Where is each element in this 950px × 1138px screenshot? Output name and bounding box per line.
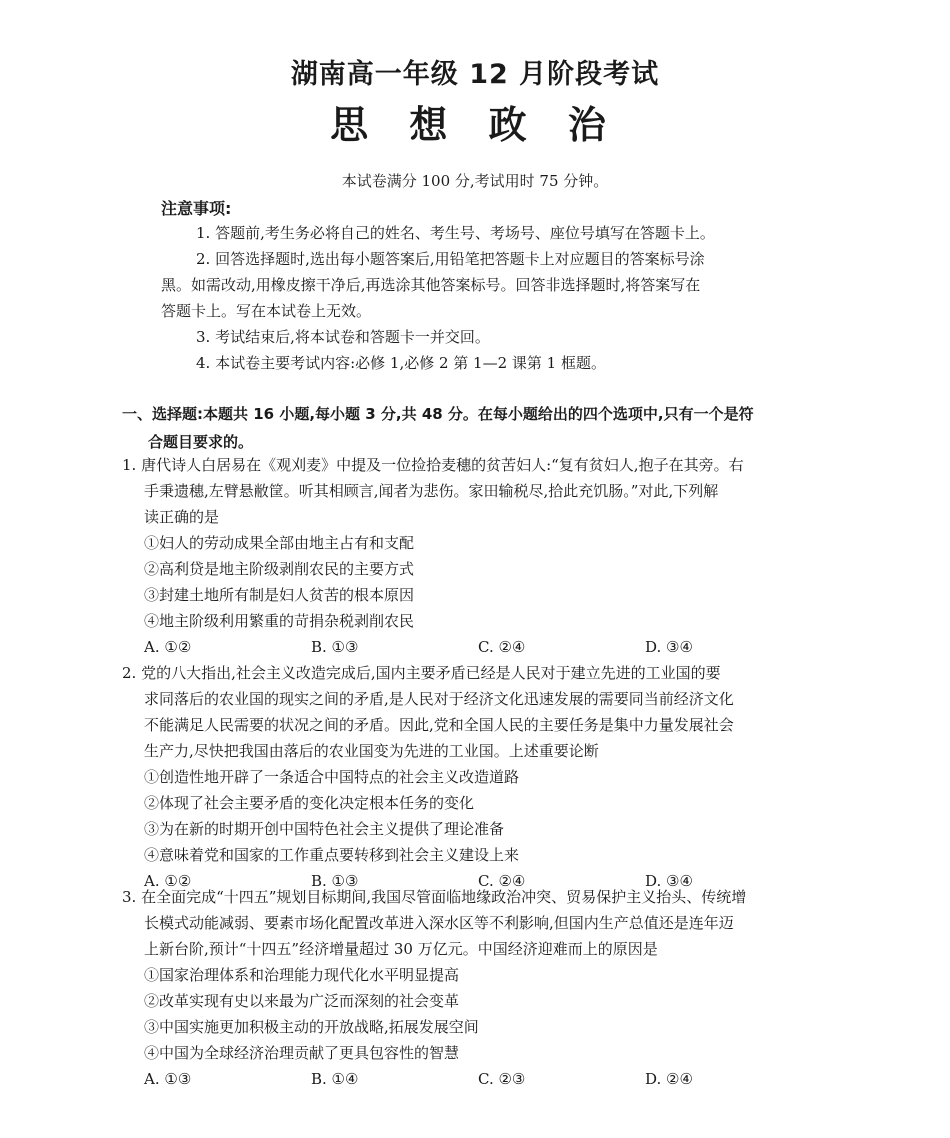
question-stem: 2. 党的八大指出,社会主义改造完成后,国内主要矛盾已经是人民对于建立先进的工业国的要 — [122, 664, 721, 682]
question-stem: 求同落后的农业国的现实之间的矛盾,是人民对于经济文化迅速发展的需要同当前经济文化 — [144, 690, 734, 708]
question-stem: 不能满足人民需要的状况之间的矛盾。因此,党和全国人民的主要任务是集中力量发展社会 — [144, 716, 734, 734]
statement-option: ④地主阶级利用繁重的苛捐杂税剥削农民 — [144, 612, 415, 630]
note-line: 黑。如需改动,用橡皮擦干净后,再选涂其他答案标号。回答非选择题时,将答案写在 — [161, 276, 701, 294]
question-stem: 1. 唐代诗人白居易在《观刈麦》中提及一位捡拾麦穗的贫苦妇人:“复有贫妇人,抱子在其旁。右 — [122, 456, 744, 474]
question-stem: 读正确的是 — [144, 508, 220, 526]
statement-option: ①妇人的劳动成果全部由地主占有和支配 — [144, 534, 415, 552]
statement-option: ②体现了社会主要矛盾的变化决定根本任务的变化 — [144, 794, 475, 812]
note-line: 4. 本试卷主要考试内容:必修 1,必修 2 第 1—2 课第 1 框题。 — [196, 354, 606, 372]
question-stem: 上新台阶,预计“十四五”经济增量超过 30 万亿元。中国经济迎难而上的原因是 — [144, 940, 658, 958]
answer-choices — [130, 634, 830, 660]
choice-b: B. ①④ — [311, 1070, 359, 1088]
section-heading-line: 合题目要求的。 — [148, 433, 254, 451]
statement-option: ②高利贷是地主阶级剥削农民的主要方式 — [144, 560, 415, 578]
choice-a: A. ①② — [144, 638, 192, 656]
question-1 — [122, 452, 830, 660]
section-heading — [122, 400, 842, 456]
statement-option: ②改革实现有史以来最为广泛而深刻的社会变革 — [144, 992, 460, 1010]
exam-info: 本试卷满分 100 分,考试用时 75 分钟。 — [341, 172, 609, 190]
answer-choices — [130, 1066, 830, 1092]
statement-option: ④中国为全球经济治理贡献了更具包容性的智慧 — [144, 1044, 460, 1062]
question-stem: 手秉遗穗,左臂悬敝筐。听其相顾言,闻者为悲伤。家田输税尽,拾此充饥肠。”对此,下列解 — [144, 482, 719, 500]
question-stem: 3. 在全面完成“十四五”规划目标期间,我国尽管面临地缘政治冲突、贸易保护主义抬头、传统增 — [122, 888, 747, 906]
statement-option: ④意味着党和国家的工作重点要转移到社会主义建设上来 — [144, 846, 520, 864]
section-heading-line: 一、选择题:本题共 16 小题,每小题 3 分,共 48 分。在每小题给出的四个选项中,只有一个是符 — [122, 405, 754, 423]
question-stem: 生产力,尽快把我国由落后的农业国变为先进的工业国。上述重要论断 — [144, 742, 599, 760]
statement-option: ③封建土地所有制是妇人贫苦的根本原因 — [144, 586, 415, 604]
question-3 — [122, 884, 830, 1092]
choice-a: A. ①③ — [144, 1070, 192, 1088]
notes-heading: 注意事项: — [161, 199, 232, 218]
choice-c: C. ②④ — [478, 638, 526, 656]
statement-option: ③中国实施更加积极主动的开放战略,拓展发展空间 — [144, 1018, 479, 1036]
note-line: 3. 考试结束后,将本试卷和答题卡一并交回。 — [196, 328, 490, 346]
question-stem: 长模式动能减弱、要素市场化配置改革进入深水区等不利影响,但国内生产总值还是连年迈 — [144, 914, 734, 932]
question-2 — [122, 660, 830, 894]
choice-a: A. ①② — [144, 872, 192, 890]
note-line: 1. 答题前,考生务必将自己的姓名、考生号、考场号、座位号填写在答题卡上。 — [196, 224, 715, 242]
statement-option: ①国家治理体系和治理能力现代化水平明显提高 — [144, 966, 460, 984]
subject-title: 思 想 政 治 — [330, 103, 620, 147]
choice-d: D. ③④ — [645, 872, 693, 890]
choice-b: B. ①③ — [311, 872, 359, 890]
choice-d: D. ③④ — [645, 638, 693, 656]
exam-title: 湖南高一年级 12 月阶段考试 — [290, 59, 660, 90]
choice-c: C. ②③ — [478, 1070, 526, 1088]
choice-b: B. ①③ — [311, 638, 359, 656]
note-line: 答题卡上。写在本试卷上无效。 — [161, 302, 372, 320]
note-line: 2. 回答选择题时,选出每小题答案后,用铅笔把答题卡上对应题目的答案标号涂 — [196, 250, 705, 268]
statement-option: ③为在新的时期开创中国特色社会主义提供了理论准备 — [144, 820, 505, 838]
statement-option: ①创造性地开辟了一条适合中国特点的社会主义改造道路 — [144, 768, 520, 786]
choice-d: D. ②④ — [645, 1070, 693, 1088]
choice-c: C. ②④ — [478, 872, 526, 890]
